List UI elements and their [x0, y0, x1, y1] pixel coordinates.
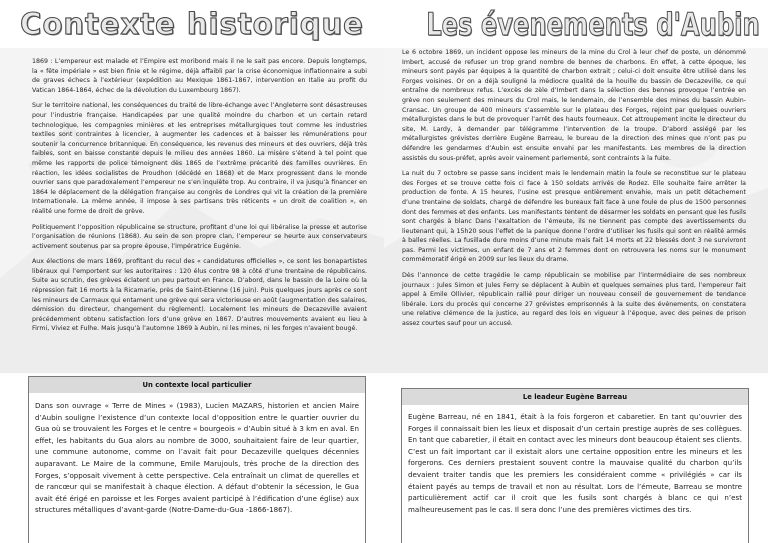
paragraph: Politiquement l’opposition républicaine se structure, profitant d’une loi qui libéralise la presse et autorise l’organisation de réunions (1868). Au sein de son propre clan, l’empereur se heurte aux conservateurs activement soutenus par sa propre épouse, l’impératrice Eugénie. [32, 223, 367, 250]
sidebar-box [401, 388, 749, 543]
box-text: Eugène Barreau, né en 1841, était à la fois forgeron et cabaretier. En tant qu’ouvrier des Forges il connaissait bien les lieux et disposait d’un certain prestige auprès de ses collègues. En tant que cabaretier, il était en contact avec les mineurs dont beaucoup étaient ses clients. C’est un fait important car il existait alors une certaine opposition entre les mineurs et les forgerons. Ces derniers prestaient souvent contre la mauvaise qualité du charbon qu’ils devaient traiter tandis que les premiers les considéraient comme « privilégiés » car ils étaient payés au temps de travail et non au résultat. Lors de l’émeute, Barreau se montre particulièrement actif car il croit que les fusils sont chargés à blanc ce qui n’est malheureusement pas le cas. Il sera donc l’une des premières victimes des tirs. [408, 412, 742, 514]
paragraph: Aux élections de mars 1869, profitant du recul des « candidatures officielles », ce sont les bonapartistes libéraux qui l’emportent sur les autoritaires : 120 élus contre 98 à côté d’une trentaine de républicains. Suite au scrutin, des grèves éclatent un peu partout en France. D’abord, dans le bassin de la Loire où la répression fait 16 morts à la Ricamarie, près de Saint-Etienne (16 juin). Puis quelques jours après ce sont les mineurs de Carmaux qui entament une grève qui sera victorieuse en août (augmentation des salaires, démission du directeur, changement du règlement). Localement les mineurs de Decazeville avaient précédemment obtenu satisfaction lors d’une grève en 1867. D’autres mouvements avaient eu lieu à Firmi, Viviez et Fulhe. Mais jusqu’à l’automne 1869 à Aubin, ni les mines, ni les forges n’avaient bougé. [32, 258, 367, 333]
box-title: Le leadeur Eugène Barreau [402, 389, 748, 405]
article-body [32, 57, 367, 340]
paragraph: 1869 : L’empereur est malade et l’Empire est moribond mais il ne le sait pas encore. Depuis longtemps, la « fête impériale » est bien finie et le régime, déjà affaibli par la crise économique inflationnaire a subi de graves échecs à l’extérieur (expédition au Mexique 1861-1867, intervention en Italie au profit du Vatican 1864-1864, échec de la dévolution du Luxembourg 1867). [32, 58, 367, 94]
paragraph: Dès l’annonce de cette tragédie le camp républicain se mobilise par l’intermédiaire de ses nombreux journaux : Jules Simon et Jules Ferry se déplacent à Aubin et quelques semaines plus tard, l’empereur fait appel à Emile Ollivier, républicain rallié pour diriger un nouveau conseil de gouvernement de tendance libérale. Lors du procès qui concerne 27 grévistes emprisonnés à la suite des événements, on constatera une relative clémence de la justice, au regard des lois en vigueur à l’époque, avec des peines de prison assez courtes sauf pour un accusé. [402, 272, 746, 328]
paragraph: La nuit du 7 octobre se passe sans incident mais le lendemain matin la foule se reconstitue sur le plateau des Forges et se trouve cette fois ci face à 150 soldats arrivés de Rodez. Elle souhaite faire arrêter la production de fonte. A 15 heures, l’usine est presque entièrement envahie, mais un petit détachement d’une trentaine de soldats, chargé de défendre les bureaux fait face à une foule de plus de 1500 personnes dont des femmes et des enfants. Les manifestants tentent de désarmer les soldats en pensant que les fusils sont chargés à blanc Dans l’exaltation de l’émeute, ils ne tiennent pas compte des avertissements du lieutenant qui, à 15h20 sous l’effet de la panique donne l’ordre d’utiliser les fusils qui sont en réalité armés à balles réelles. La fusillade dure moins d’une minute mais fait 14 morts et 22 blessés dont 3 ne survivront pas. Parmi les victimes, un enfant de 7 ans et 2 femmes dont on retrouvera les noms sur le monument commémoratif érigé en 2009 sur les lieux du drame. [402, 170, 746, 264]
sidebar-box [28, 376, 366, 543]
box-text: Dans son ouvrage « Terre de Mines » (1983), Lucien MAZARS, historien et ancien Maire d’Aubin souligne l’existence d’un contexte local d’opposition entre le quartier ouvrier du Gua où se trouvaient les Forges et le centre « bourgeois » d’Aubin situé à 3 km en aval. En effet, les habitants du Gua alors au nombre de 3000, souhaitaient faire de leur quartier, une commune autonome, comme on l’avait fait pour Decazeville quelques décennies auparavant. Le Maire de la commune, Emile Marujouls, très proche de la direction des Forges, s’opposait vivement à cette perspective. Cela entraînait un climat de querelles et de rancœur qui se manifestait à chaque élection. A défaut d’obtenir la sécession, le Gua avait été érigé en paroisse et les Forges avaient participé à l’édification d’une église) aux structures métalliques d’avant-garde (Notre-Dame-du-Gua -1866-1867). [35, 401, 359, 515]
article-body [402, 48, 746, 335]
page-title: Les évenements d'Aubin [426, 7, 760, 43]
paragraph: Le 6 octobre 1869, un incident oppose les mineurs de la mine du Crol à leur chef de poste, un dénommé Imbert, accusé de refuser un trop grand nombre de bennes de charbons. En effet, à cette époque, les mineurs sont payés par équipes à la quantité de charbon extrait ; celui-ci doit ensuite être utilisé dans les Forges voisines. Or on a déjà souligné la médiocre qualité de la houille du bassin de Decazeville, ce qui entraîne de nombreux refus. L’excès de zèle d’Imbert dans la sélection des bennes provoque l’entrée en grève non seulement des mineurs du Crol mais, le lendemain, de l’ensemble des mines du bassin Aubin-Cransac. Un groupe de 400 mineurs s’assemble sur le plateau des Forges, rejoint par quelques ouvriers métallurgistes dans le but de provoquer l’arrêt des hauts fourneaux. Cet attroupement incite le directeur du site, M. Lardy, à demander par télégramme l’intervention de la troupe. D’abord assiégé par les métallurgistes grévistes derrière Eugène Barreau, le bureau de la direction des mines que n’ont pas pu défendre les gendarmes d’Aubin est ensuite envahi par les manifestants. Les membres de la direction assistés du sous-préfet, après avoir vainement parlementé, sont contraints à la fuite. [402, 49, 746, 162]
box-title: Un contexte local particulier [29, 377, 365, 393]
page-title: Contexte historique [20, 7, 364, 41]
paragraph: Sur le territoire national, les conséquences du traité de libre-échange avec l’Angleterre sont désastreuses pour l’industrie française. Handicapées par une qualité moindre du charbon et un certain retard technologique, les compagnies minières et les entreprises métallurgiques tout comme les industries textiles sont contraintes à licencier, à augmenter les cadences et à baisser les rémunérations pour soutenir la concurrence britannique. En conséquence, les revenus des mineurs et des ouvriers, déjà très faibles, sont en baisse constante depuis le milieu des années 1860. La misère s’étend à tel point que même les rapports de police témoignent dès 1865 de l’extrême précarité des familles ouvrières. En réaction, les idées socialistes de Proudhon (décédé en 1868) et de Marx progressent dans le monde ouvrier sans que paradoxalement l’empereur ne s’en inquiète trop. Au contraire, il va jusqu’à financer en 1864 le déplacement de la délégation française au congrès de Londres qui vit la création de la première Internationale. La même année, il impose à ses partisans très réticents « un droit de coalition », en réalité une forme de droit de grève. [32, 102, 367, 215]
right-column [384, 0, 768, 543]
